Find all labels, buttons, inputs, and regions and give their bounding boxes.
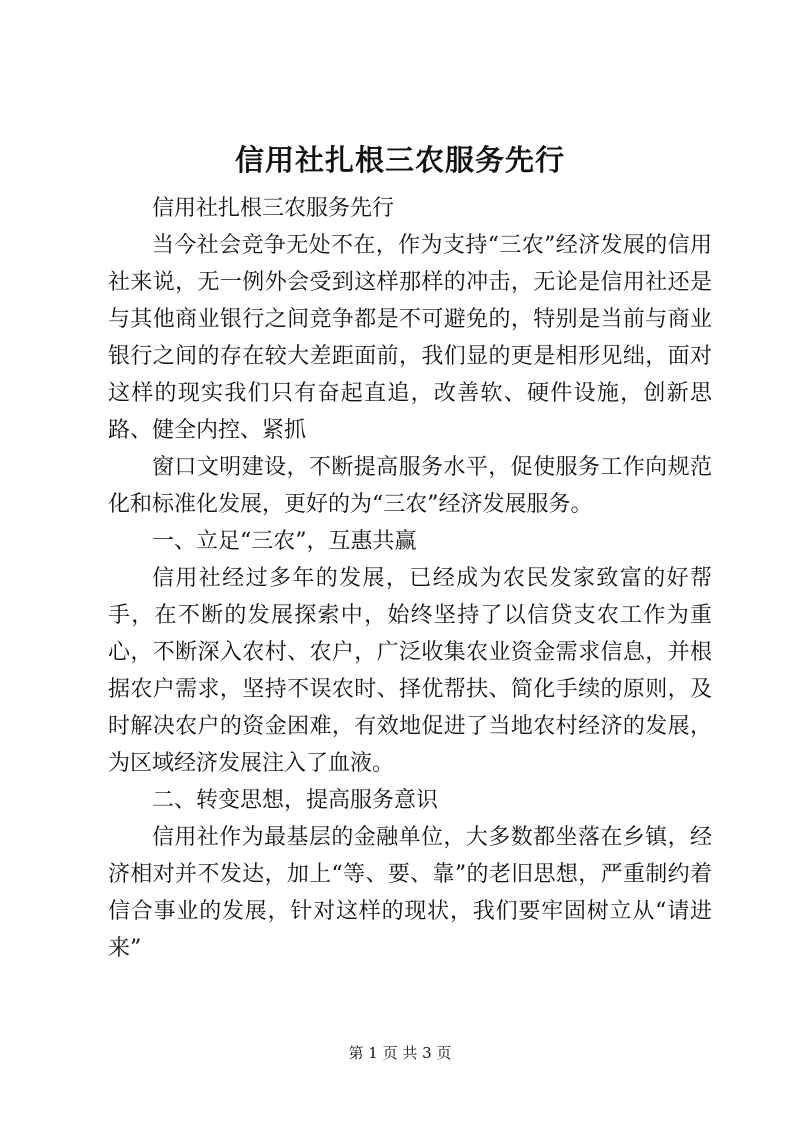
intro-paragraph: 当今社会竞争无处不在，作为支持“三农”经济发展的信用社来说，无一例外会受到这样那样的冲击，无论是信用社还是与其他商业银行之间竞争都是不可避免的，特别是当前与商业银行之间的存在较大差距面前，我们显的更是相形见绌，面对这样的现实我们只有奋起直追，改善软、硬件设施，创新思路、健全内控、紧抓 [108,233,712,443]
continuation-paragraph: 窗口文明建设，不断提高服务水平，促使服务工作向规范化和标准化发展，更好的为“三农”经济发展服务。 [108,455,712,517]
subtitle-paragraph: 信用社扎根三农服务先行 [152,196,395,221]
section-heading-1: 一、立足“三农”，互惠共赢 [152,529,417,554]
section-2-paragraph: 信用社作为最基层的金融单位，大多数都坐落在乡镇，经济相对并不发达，加上“等、要、靠”的老旧思想，严重制约着信合事业的发展，针对这样的现状，我们要牢固树立从“请进来” [108,825,712,961]
page-number-footer: 第 1 页 共 3 页 [348,1044,452,1062]
section-heading-2: 二、转变思想，提高服务意识 [152,788,439,813]
section-1-paragraph: 信用社经过多年的发展，已经成为农民发家致富的好帮手，在不断的发展探索中，始终坚持了以信贷支农工作为重心，不断深入农村、农户，广泛收集农业资金需求信息，并根据农户需求，坚持不误农时、择优帮扶、简化手续的原则，及时解决农户的资金困难，有效地促进了当地农村经济的发展，为区域经济发展注入了血液。 [108,566,712,776]
document-body [108,190,712,967]
document-title: 信用社扎根三农服务先行 [234,143,565,177]
